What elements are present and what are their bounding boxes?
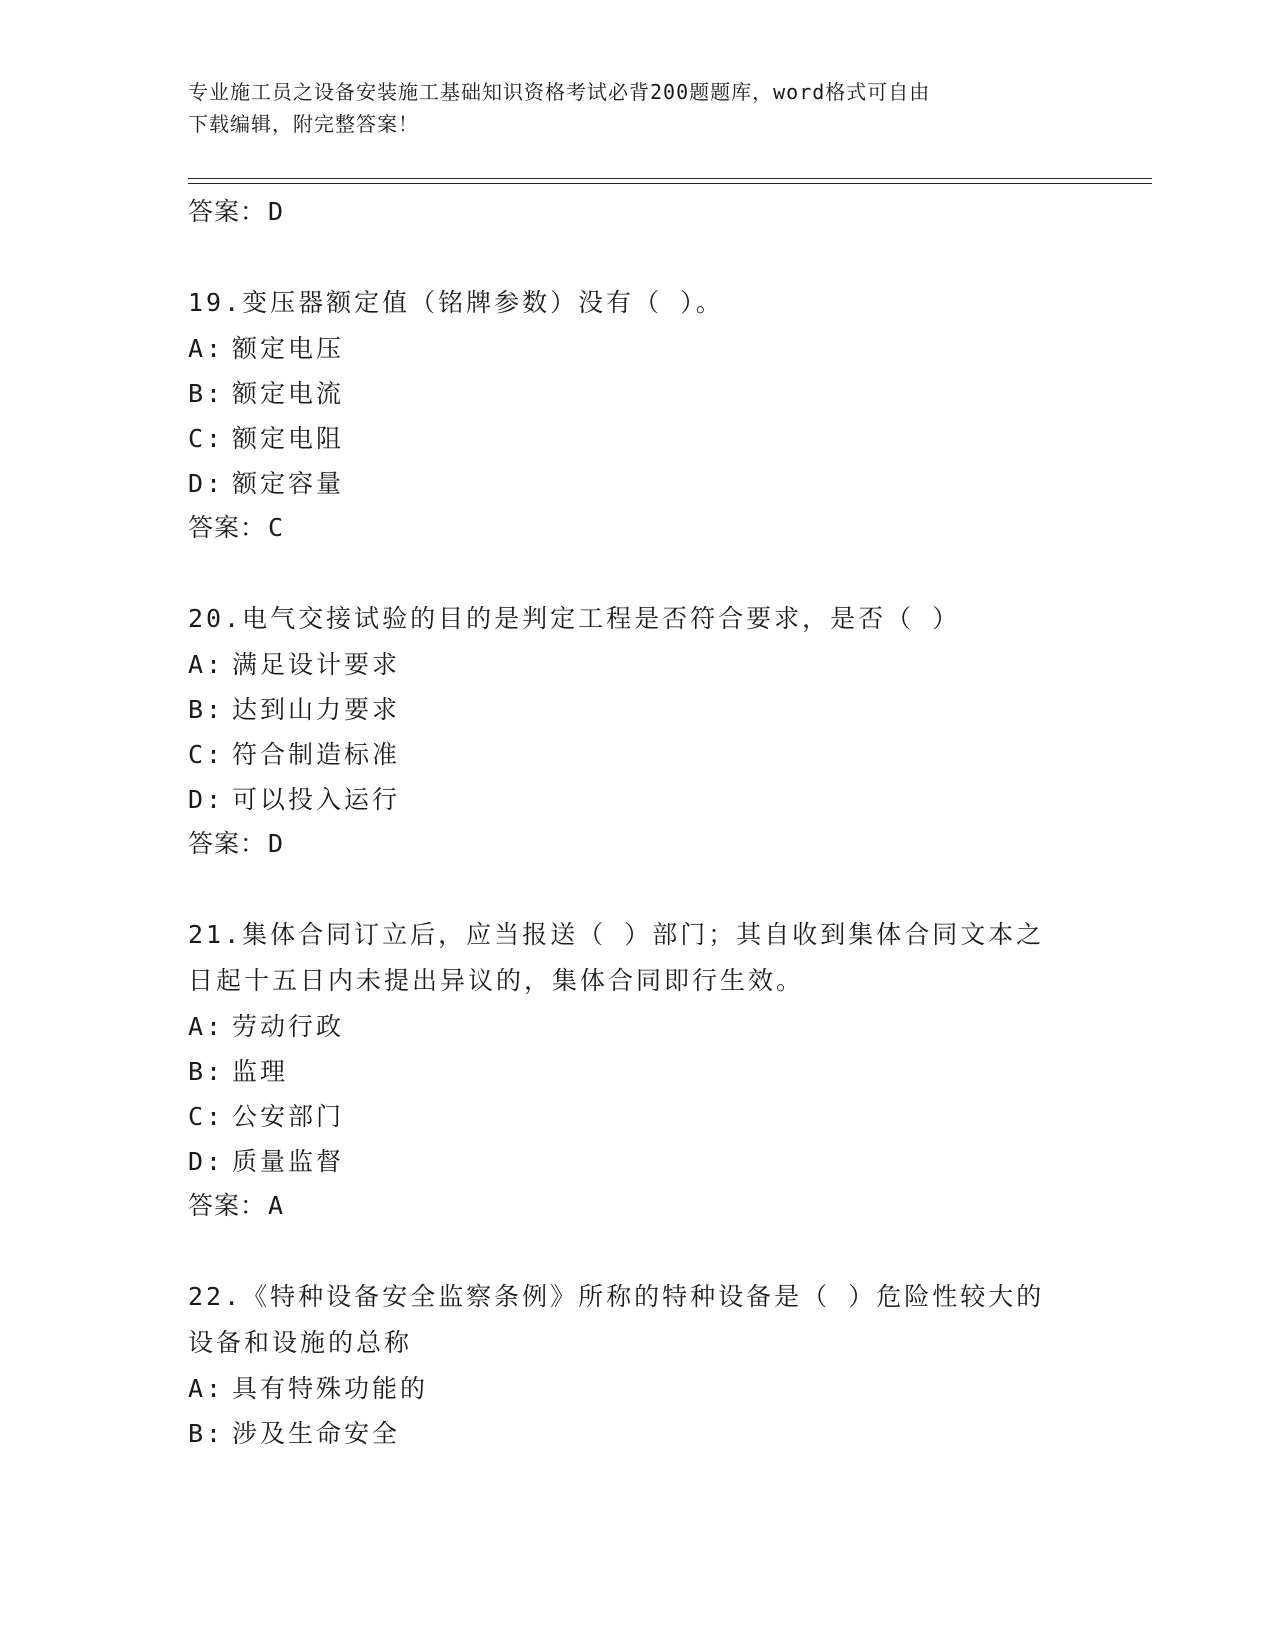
option-c xyxy=(188,416,1088,461)
option-label: A: xyxy=(188,1012,225,1041)
option-a xyxy=(188,1366,1088,1411)
option-b xyxy=(188,1049,1088,1094)
previous-answer xyxy=(188,190,1088,234)
header-rule-bottom xyxy=(188,183,1152,184)
option-text: 涉及生命安全 xyxy=(232,1419,401,1448)
option-text: 满足设计要求 xyxy=(232,650,401,679)
answer-letter: D xyxy=(268,197,285,226)
option-text: 额定容量 xyxy=(232,469,345,498)
option-text: 额定电阻 xyxy=(232,424,345,453)
option-label: A: xyxy=(188,650,225,679)
question-text-line-1: 22.《特种设备安全监察条例》所称的特种设备是（ ）危险性较大的 xyxy=(188,1282,1045,1311)
option-label: A: xyxy=(188,1374,225,1403)
answer-letter: D xyxy=(268,829,285,858)
option-label: B: xyxy=(188,695,225,724)
answer-prefix: 答案： xyxy=(188,829,267,858)
option-text: 达到山力要求 xyxy=(232,695,401,724)
option-a xyxy=(188,326,1088,371)
option-b xyxy=(188,371,1088,416)
question-20 xyxy=(188,596,1088,642)
option-label: A: xyxy=(188,334,225,363)
header-line-1: 专业施工员之设备安装施工基础知识资格考试必背200题题库，word格式可自由 xyxy=(188,80,931,104)
option-label: D: xyxy=(188,469,225,498)
option-label: D: xyxy=(188,785,225,814)
option-b xyxy=(188,687,1088,732)
option-text: 符合制造标准 xyxy=(232,740,401,769)
answer-19 xyxy=(188,506,1088,550)
option-label: D: xyxy=(188,1147,225,1176)
option-text: 质量监督 xyxy=(232,1147,345,1176)
answer-prefix: 答案： xyxy=(188,197,267,226)
question-text-line-1: 21.集体合同订立后，应当报送（ ）部门；其自收到集体合同文本之 xyxy=(188,920,1045,949)
question-text: 20.电气交接试验的目的是判定工程是否符合要求，是否（ ） xyxy=(188,604,961,633)
question-text: 19.变压器额定值（铭牌参数）没有（ ）。 xyxy=(188,288,724,317)
header-rule-top xyxy=(188,178,1152,179)
option-text: 公安部门 xyxy=(232,1102,345,1131)
answer-letter: A xyxy=(268,1191,285,1220)
option-c xyxy=(188,732,1088,777)
answer-21 xyxy=(188,1184,1088,1228)
question-text-line-2: 设备和设施的总称 xyxy=(188,1328,413,1357)
question-22 xyxy=(188,1274,1088,1366)
option-label: C: xyxy=(188,1102,225,1131)
option-a xyxy=(188,1004,1088,1049)
answer-20 xyxy=(188,822,1088,866)
option-text: 可以投入运行 xyxy=(232,785,401,814)
option-a xyxy=(188,642,1088,687)
option-b xyxy=(188,1411,1088,1456)
option-text: 额定电压 xyxy=(232,334,345,363)
option-label: B: xyxy=(188,379,225,408)
header-line-2: 下载编辑，附完整答案！ xyxy=(188,112,419,136)
option-text: 具有特殊功能的 xyxy=(232,1374,429,1403)
question-text-line-2: 日起十五日内未提出异议的，集体合同即行生效。 xyxy=(188,966,805,995)
document-header xyxy=(188,76,1088,140)
option-text: 额定电流 xyxy=(232,379,345,408)
option-text: 劳动行政 xyxy=(232,1012,345,1041)
question-21 xyxy=(188,912,1088,1004)
option-text: 监理 xyxy=(232,1057,289,1086)
option-label: C: xyxy=(188,740,225,769)
option-label: C: xyxy=(188,424,225,453)
option-label: B: xyxy=(188,1057,225,1086)
option-label: B: xyxy=(188,1419,225,1448)
question-list xyxy=(188,190,1088,1456)
option-c xyxy=(188,1094,1088,1139)
option-d xyxy=(188,461,1088,506)
answer-prefix: 答案： xyxy=(188,1191,267,1220)
answer-letter: C xyxy=(268,513,285,542)
answer-prefix: 答案： xyxy=(188,513,267,542)
option-d xyxy=(188,777,1088,822)
question-19 xyxy=(188,280,1088,326)
option-d xyxy=(188,1139,1088,1184)
